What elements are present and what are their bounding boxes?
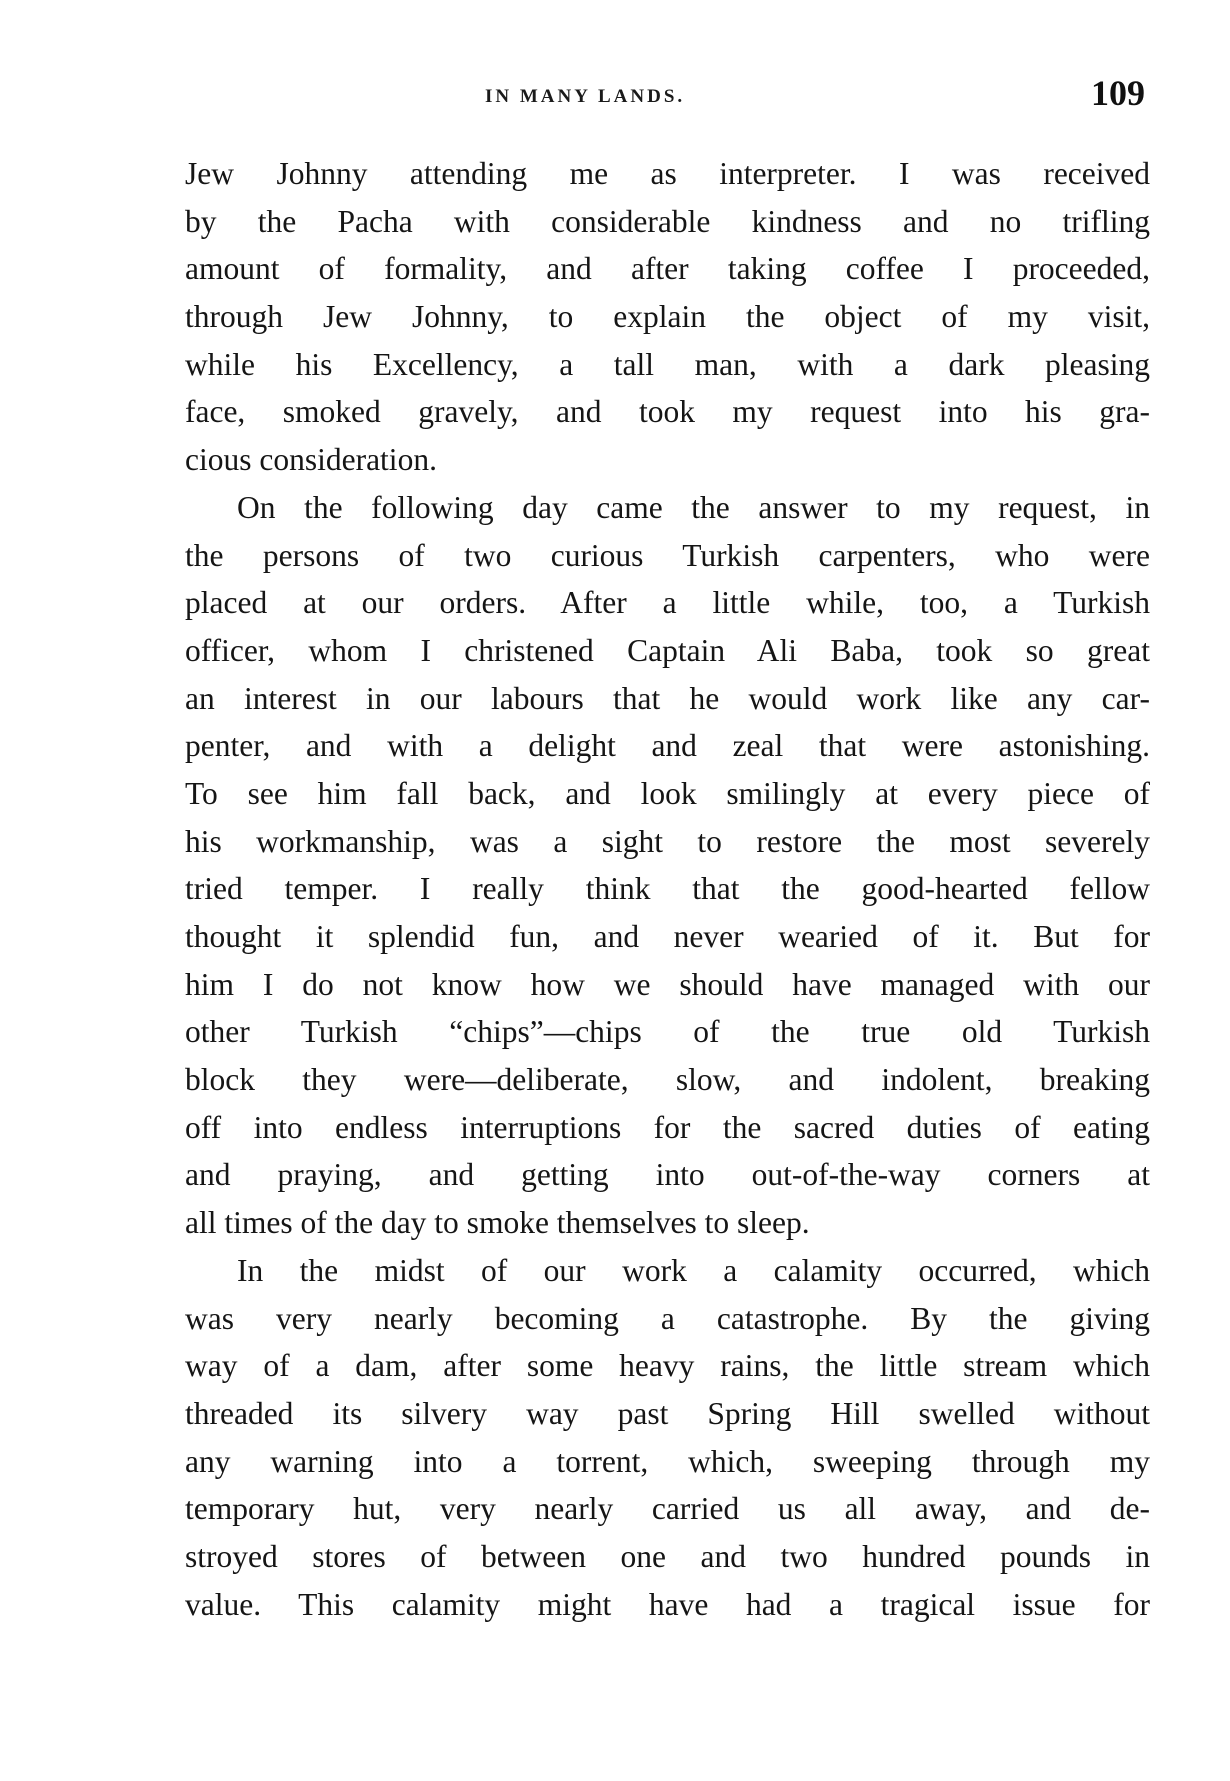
text-line: thought it splendid fun, and never wearied of it. But for	[185, 919, 1150, 954]
text-line: amount of formality, and after taking coffee I proceeded,	[185, 251, 1150, 287]
text-line: through Jew Johnny, to explain the object of my visit,	[185, 299, 1150, 335]
text-line: penter, and with a delight and zeal that were astonishing.	[185, 728, 1150, 764]
text-line: all times of the day to smoke themselves to sleep.	[185, 1205, 810, 1241]
text-line: cious consideration.	[185, 442, 437, 478]
text-line: the persons of two curious Turkish carpenters, who were	[185, 537, 1150, 573]
text-line: other Turkish “chips”—chips of the true old Turkish	[185, 1014, 1150, 1050]
text-line: block they were—deliberate, slow, and indolent, breaking	[185, 1062, 1150, 1098]
text-line: him I do not know how we should have managed with our	[185, 966, 1150, 1002]
running-title: IN MANY LANDS.	[485, 86, 686, 107]
running-head	[185, 72, 1145, 122]
text-line: To see him fall back, and look smilingly at every piece of	[185, 775, 1150, 811]
page-number: 109	[1091, 73, 1145, 113]
text-line: On the following day came the answer to my request, in	[237, 489, 1150, 525]
text-line: by the Pacha with considerable kindness and no trifling	[185, 203, 1150, 239]
text-line: stroyed stores of between one and two hundred pounds in	[185, 1538, 1150, 1574]
text-line: off into endless interruptions for the sacred duties of eating	[185, 1109, 1150, 1145]
text-line: value. This calamity might have had a tragical issue for	[185, 1586, 1150, 1622]
text-line: temporary hut, very nearly carried us all away, and de-	[185, 1491, 1150, 1527]
text-line: Jew Johnny attending me as interpreter. I was received	[185, 156, 1150, 191]
text-line: his workmanship, was a sight to restore the most severely	[185, 823, 1150, 859]
text-line: was very nearly becoming a catastrophe. By the giving	[185, 1300, 1150, 1336]
paragraph-2	[185, 484, 1150, 1247]
text-line: face, smoked gravely, and took my request into his gra-	[185, 394, 1150, 430]
text-line: while his Excellency, a tall man, with a dark pleasing	[185, 346, 1150, 382]
text-line: placed at our orders. After a little while, too, a Turkish	[185, 585, 1150, 621]
text-line: officer, whom I christened Captain Ali Baba, took so great	[185, 632, 1150, 668]
text-line: any warning into a torrent, which, sweeping through my	[185, 1443, 1150, 1479]
paragraph-1	[185, 150, 1150, 484]
text-line: way of a dam, after some heavy rains, the little stream which	[185, 1348, 1150, 1384]
text-line: an interest in our labours that he would work like any car-	[185, 680, 1150, 716]
paragraph-3	[185, 1247, 1150, 1629]
text-line: and praying, and getting into out-of-the-way corners at	[185, 1157, 1150, 1193]
text-line: tried temper. I really think that the good-hearted fellow	[185, 871, 1150, 907]
body-text	[185, 150, 1150, 1628]
text-line: In the midst of our work a calamity occurred, which	[237, 1252, 1150, 1288]
text-line: threaded its silvery way past Spring Hill swelled without	[185, 1395, 1150, 1431]
